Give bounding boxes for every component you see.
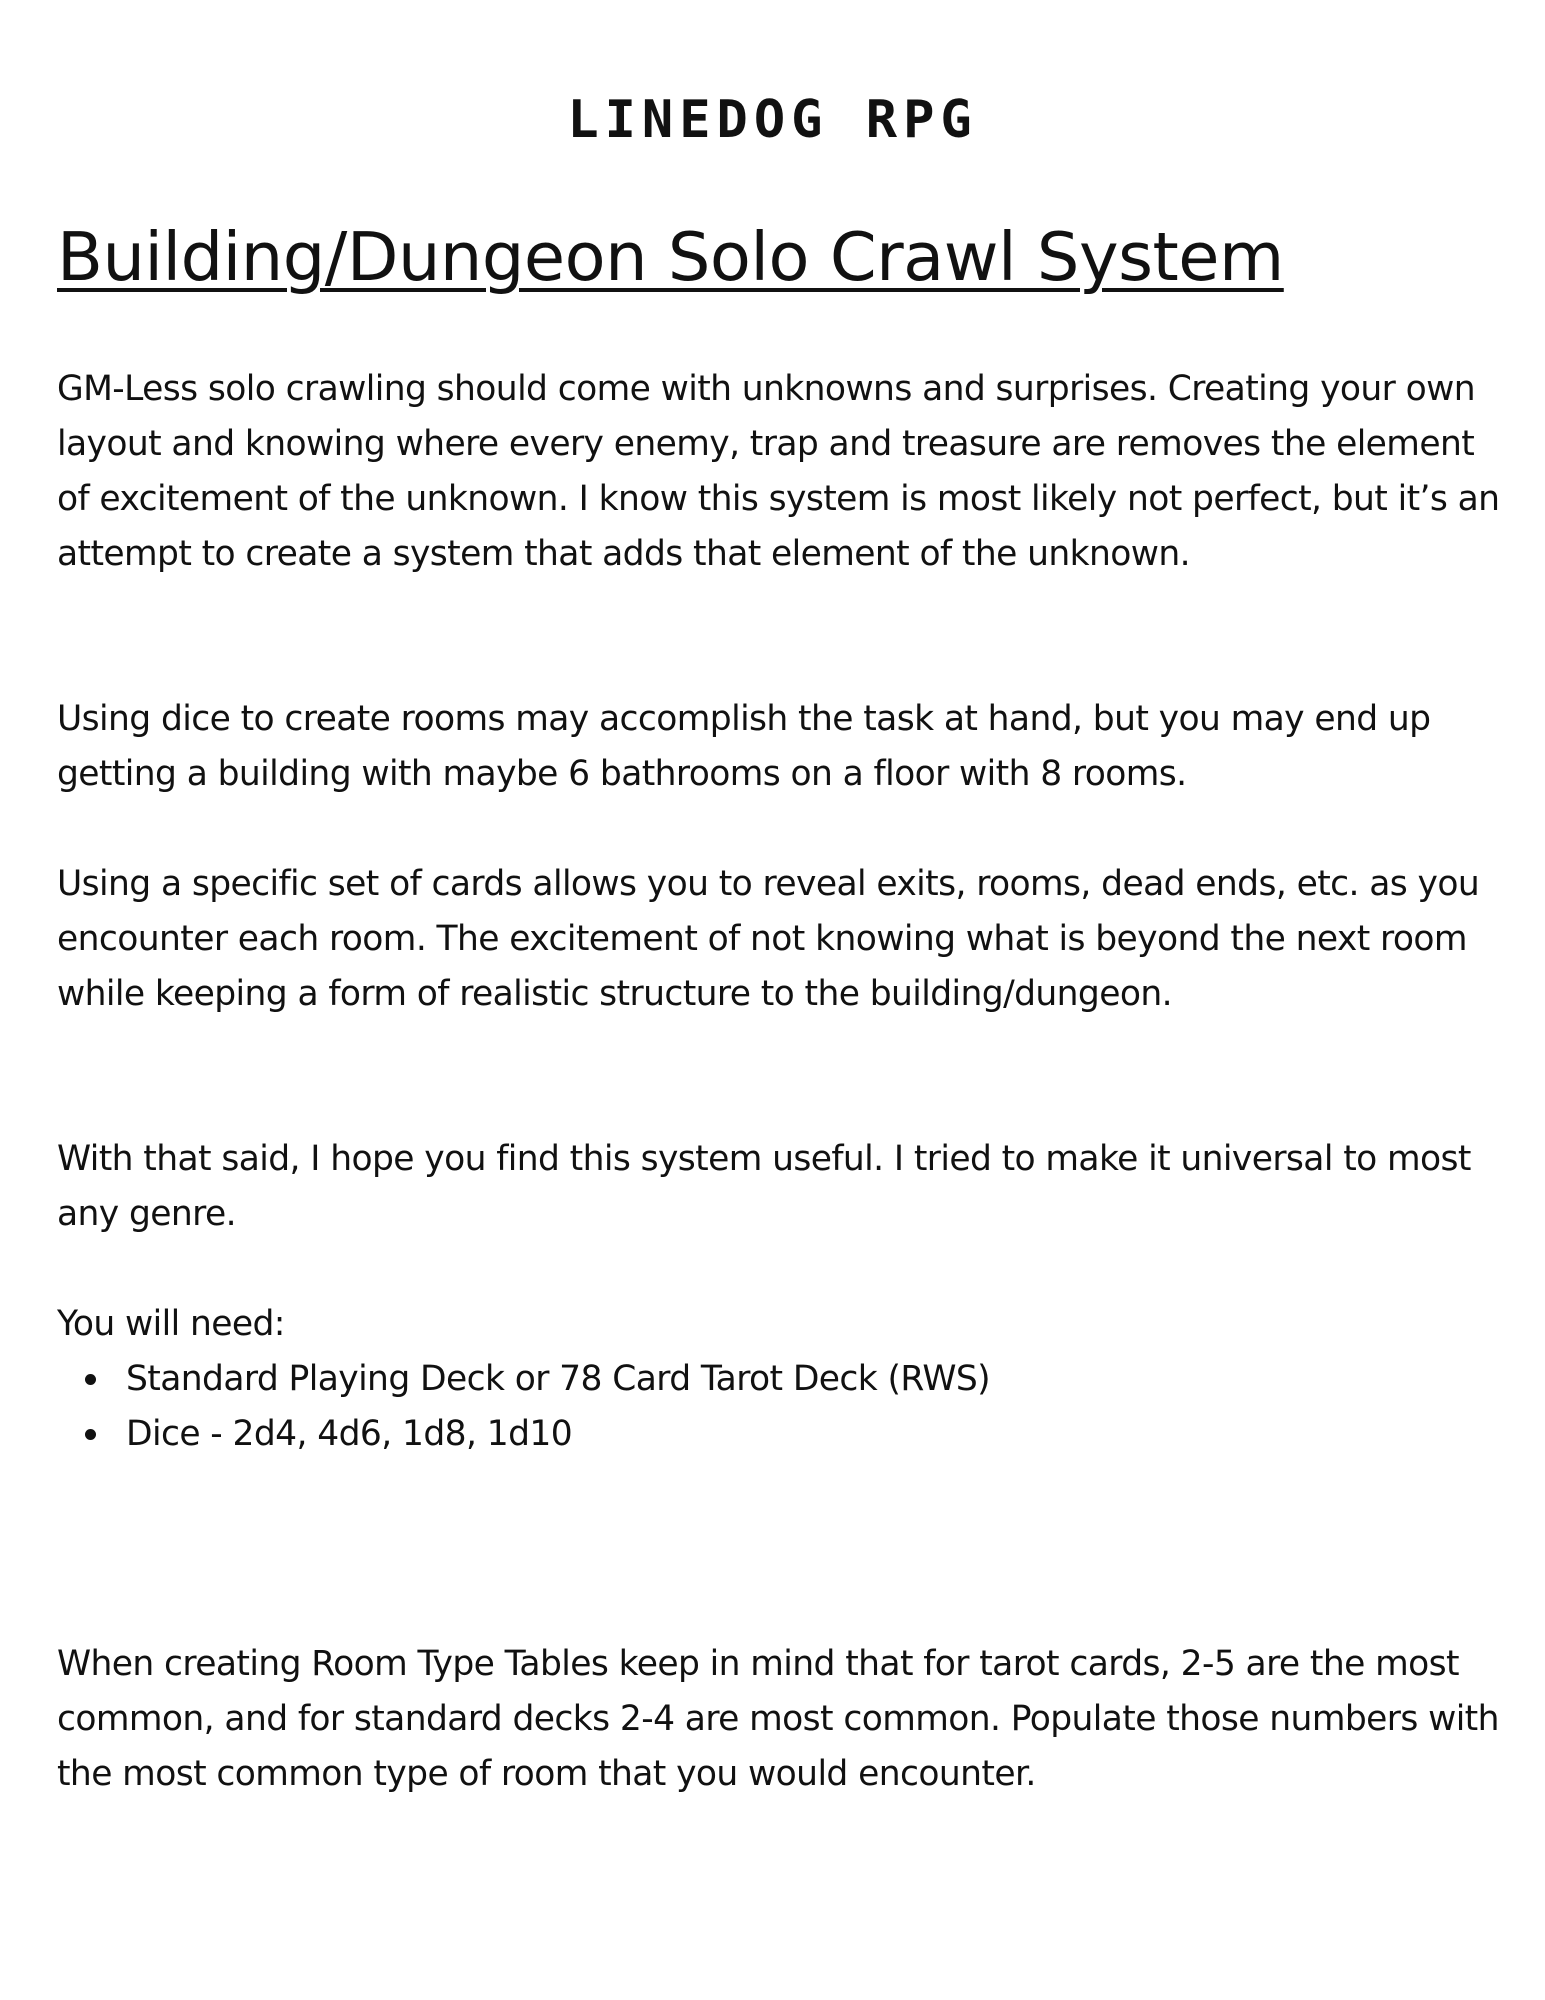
room-tables-paragraph: When creating Room Type Tables keep in mind that for tarot cards, 2-5 are the most common, and for standard decks 2-4 are most common. Populate those numbers with the most common type of room that you would encounter. — [57, 1644, 1499, 1794]
bullet-icon — [85, 1374, 96, 1385]
dice-paragraph: Using dice to create rooms may accomplish the task at hand, but you may end up getting a building with maybe 6 bathrooms on a floor with 8 rooms. — [57, 699, 1431, 794]
bullet-icon — [85, 1429, 96, 1440]
page-title-text: Building/Dungeon Solo Crawl System — [57, 218, 1284, 296]
brand-header: LINEDOG RPG — [567, 90, 978, 150]
list-item-text: Standard Playing Deck or 78 Card Tarot Deck (RWS) — [126, 1359, 991, 1399]
list-item — [57, 1352, 1457, 1407]
list-item — [57, 1407, 1457, 1462]
needs-heading: You will need: — [57, 1304, 285, 1344]
page-title — [57, 215, 1497, 299]
closing-paragraph: With that said, I hope you find this system useful. I tried to make it universal to most any genre. — [57, 1139, 1471, 1234]
intro-paragraph: GM-Less solo crawling should come with unknowns and surprises. Creating your own layout and knowing where every enemy, trap and treasure are removes the element of excitement of the unknown. I know this system is most likely not perfect, but it’s an attempt to create a system that adds that element of the unknown. — [57, 369, 1500, 574]
needs-list — [57, 1352, 1457, 1462]
cards-paragraph: Using a specific set of cards allows you to reveal exits, rooms, dead ends, etc. as you encounter each room. The excitement of not knowing what is beyond the next room while keeping a form of realistic structure to the building/dungeon. — [57, 864, 1480, 1014]
list-item-text: Dice - 2d4, 4d6, 1d8, 1d10 — [126, 1414, 573, 1454]
